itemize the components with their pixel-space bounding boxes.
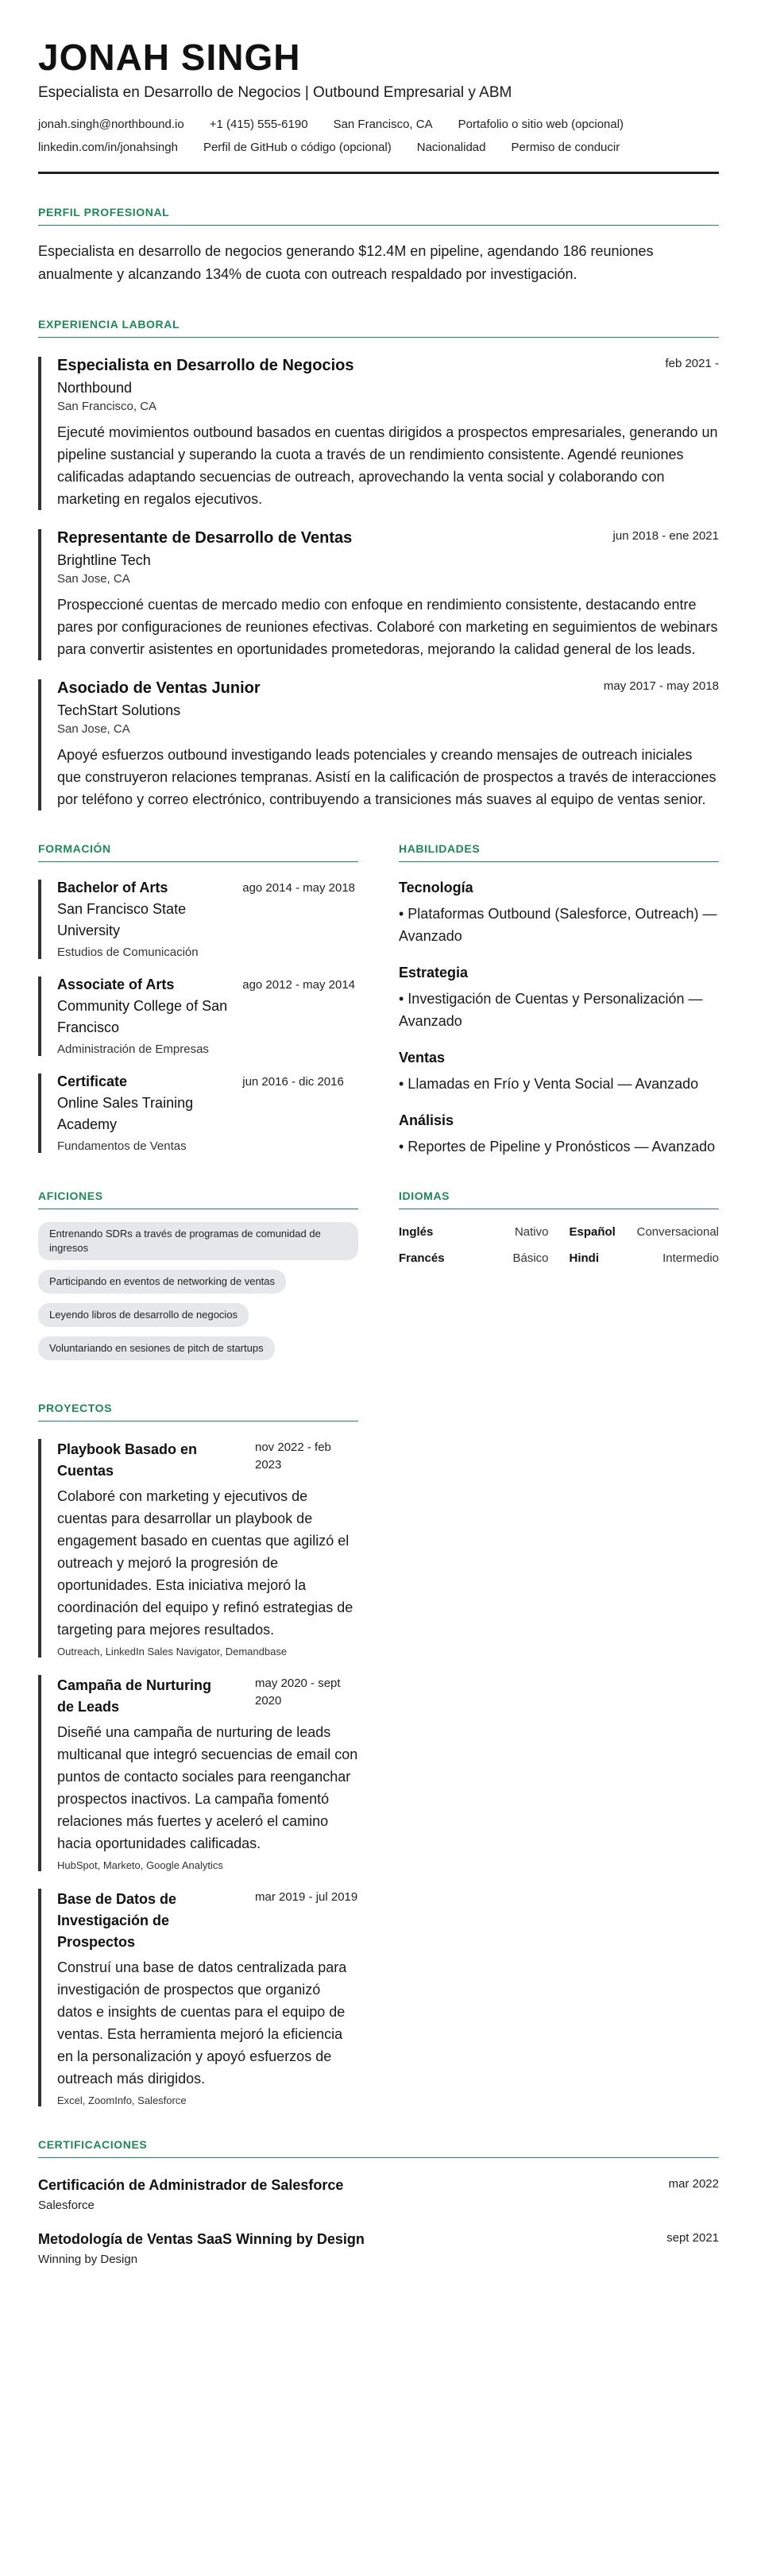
job-description: Apoyé esfuerzos outbound investigando leads potenciales y creando mensajes de outreach iniciales que construyeron relaciones tempranas. Asistí en la calificación de prospectos a través de interacciones por teléfono y correo electrónico, contribuyendo a transiciones más suaves al equipo de ventas senior. (57, 747, 716, 807)
project-entry (38, 1889, 358, 2106)
certification-entry (38, 2177, 719, 2212)
contact-nationality: Nacionalidad (416, 141, 486, 154)
field-of-study: Estudios de Comunicación (57, 946, 199, 959)
skill-item: • Llamadas en Frío y Venta Social — Avanzado (399, 1076, 699, 1092)
language-level: Básico (512, 1251, 549, 1265)
education-entry (38, 1073, 358, 1153)
projects-section-title: PROYECTOS (38, 1402, 358, 1421)
projects-column (38, 1370, 358, 2106)
language-item (399, 1225, 549, 1239)
project-tools: Excel, ZoomInfo, Salesforce (57, 2094, 187, 2106)
interests-section-title: AFICIONES (38, 1189, 358, 1209)
skill-group (399, 880, 719, 947)
company-name: TechStart Solutions (57, 702, 181, 718)
languages-section-title: IDIOMAS (399, 1189, 719, 1209)
project-description: Construí una base de datos centralizada para investigación de prospectos que organizó datos e insights de cuentas para el equipo de ventas. Esta herramienta mejoró la eficiencia en la personalización y apoyó esfuerzos de outreach más dirigidos. (57, 1959, 347, 2087)
school-name: Community College of San Francisco (57, 998, 228, 1035)
language-name: Español (569, 1225, 616, 1239)
candidate-name: JONAH SINGH (38, 37, 301, 78)
certification-name: Metodología de Ventas SaaS Winning by Design (38, 2231, 365, 2247)
contact-portfolio: Portafolio o sitio web (opcional) (458, 118, 624, 131)
contact-github: Perfil de GitHub o código (opcional) (203, 141, 392, 154)
contact-info (38, 118, 719, 154)
education-column (38, 810, 358, 1158)
language-item (399, 1251, 549, 1265)
education-entry (38, 880, 358, 959)
skill-category: Tecnología (399, 880, 473, 895)
certification-date: sept 2021 (666, 2231, 719, 2245)
contact-location: San Francisco, CA (333, 118, 433, 131)
project-tools: Outreach, LinkedIn Sales Navigator, Demandbase (57, 1646, 288, 1657)
language-name: Hindi (569, 1251, 599, 1265)
skill-category: Ventas (399, 1050, 446, 1066)
certifications-section-title: CERTIFICACIONES (38, 2138, 719, 2158)
education-date: ago 2014 - may 2018 (242, 881, 356, 895)
skill-category: Estrategia (399, 965, 469, 981)
project-entry (38, 1439, 358, 1657)
skill-item: • Reportes de Pipeline y Pronósticos — Avanzado (399, 1139, 716, 1155)
resume-header (38, 37, 719, 174)
project-entry (38, 1675, 358, 1871)
company-name: Brightline Tech (57, 552, 151, 568)
experience-list (38, 357, 719, 810)
experience-entry (38, 357, 719, 510)
company-name: Northbound (57, 380, 133, 396)
job-date: jun 2018 - ene 2021 (612, 529, 719, 543)
project-description: Diseñé una campaña de nurturing de leads multicanal que integró secuencias de email con puntos de contacto sociales para reenganchar prospectos inactivos. La campaña fomentó relaciones más fuertes y aceleró el camino hacia oportunidades calificadas. (57, 1724, 358, 1851)
skill-group (399, 1050, 719, 1095)
certification-issuer: Winning by Design (38, 2253, 138, 2266)
experience-entry (38, 679, 719, 810)
project-tools: HubSpot, Marketo, Google Analytics (57, 1859, 223, 1871)
project-title: Playbook Basado en Cuentas (57, 1441, 198, 1479)
education-date: jun 2016 - dic 2016 (242, 1075, 344, 1089)
language-list (399, 1225, 719, 1265)
skill-group (399, 1112, 719, 1158)
education-section-title: FORMACIÓN (38, 842, 358, 862)
interest-tag: Entrenando SDRs a través de programas de comunidad de ingresos (38, 1222, 358, 1260)
header-divider (38, 172, 719, 174)
project-date: may 2020 - sept 2020 (255, 1677, 341, 1708)
language-level: Intermedio (662, 1251, 719, 1265)
contact-email: jonah.singh@northbound.io (38, 118, 184, 131)
language-item (570, 1251, 720, 1265)
degree-name: Certificate (57, 1073, 128, 1089)
education-date: ago 2012 - may 2014 (242, 978, 356, 992)
project-date: mar 2019 - jul 2019 (255, 1890, 358, 1904)
contact-phone: +1 (415) 555-6190 (209, 118, 308, 131)
interest-tag: Participando en eventos de networking de ventas (38, 1270, 286, 1294)
language-name: Francés (399, 1251, 445, 1265)
skill-group (399, 965, 719, 1032)
job-date: may 2017 - may 2018 (603, 679, 719, 693)
job-location: San Francisco, CA (57, 400, 157, 413)
field-of-study: Administración de Empresas (57, 1042, 209, 1056)
degree-name: Bachelor of Arts (57, 880, 168, 895)
interests-column (38, 1158, 358, 1370)
certification-date: mar 2022 (668, 2177, 719, 2191)
project-date: nov 2022 - feb 2023 (255, 1441, 331, 1472)
language-name: Inglés (399, 1225, 434, 1239)
certification-entry (38, 2231, 719, 2266)
language-item (570, 1225, 720, 1239)
job-title: Especialista en Desarrollo de Negocios (57, 357, 354, 374)
project-title: Campaña de Nurturing de Leads (57, 1677, 212, 1715)
education-skills-row (38, 810, 719, 1158)
interests-languages-row (38, 1158, 719, 1370)
certification-name: Certificación de Administrador de Salesforce (38, 2177, 344, 2193)
candidate-headline: Especialista en Desarrollo de Negocios | Outbound Empresarial y ABM (38, 84, 512, 101)
skills-column (399, 810, 719, 1158)
job-title: Asociado de Ventas Junior (57, 679, 261, 697)
experience-section-title: EXPERIENCIA LABORAL (38, 318, 719, 338)
interest-tag: Voluntariando en sesiones de pitch de startups (38, 1336, 275, 1360)
certification-issuer: Salesforce (38, 2199, 95, 2212)
language-level: Nativo (514, 1225, 549, 1239)
project-title: Base de Datos de Investigación de Prospectos (57, 1891, 177, 1950)
school-name: Online Sales Training Academy (57, 1095, 194, 1132)
skills-section-title: HABILIDADES (399, 842, 719, 862)
skill-item: • Investigación de Cuentas y Personalización — Avanzado (399, 991, 703, 1029)
degree-name: Associate of Arts (57, 977, 175, 992)
job-title: Representante de Desarrollo de Ventas (57, 529, 353, 547)
interest-tag: Leyendo libros de desarrollo de negocios (38, 1303, 249, 1327)
job-location: San Jose, CA (57, 722, 130, 736)
contact-linkedin: linkedin.com/in/jonahsingh (38, 141, 178, 154)
job-description: Ejecuté movimientos outbound basados en cuentas dirigidos a prospectos empresariales, generando un pipeline sustancial y superando la cuota a través de un rendimiento consistente. Agendé reuniones calificadas adaptando secuencias de outreach, aprovechando la venta social y colaborando con marketing en regalos ejecutivos. (57, 424, 718, 507)
summary-text: Especialista en desarrollo de negocios generando $12.4M en pipeline, agendando 186 reuniones anualmente y alcanzando 134% de cuota con outreach respaldado por investigación. (38, 243, 654, 282)
field-of-study: Fundamentos de Ventas (57, 1139, 187, 1153)
job-description: Prospeccioné cuentas de mercado medio con enfoque en rendimiento consistente, destacando entre pares por configuraciones de reuniones efectivas. Colaboré con marketing en seguimientos de webinars para convertir asistentes en oportunidades prometedoras, mejorando la calidad general de los leads. (57, 597, 718, 657)
project-description: Colaboré con marketing y ejecutivos de cuentas para desarrollar un playbook de engagement basado en cuentas que agilizó el outreach y mejoró la progresión de oportunidades. Esta iniciativa mejoró la coordinación del equipo y refinó estrategias de targeting para mejores resultados. (57, 1488, 353, 1638)
education-entry (38, 977, 358, 1056)
languages-column (399, 1158, 719, 1370)
job-date: feb 2021 - (665, 357, 719, 370)
summary-section-title: PERFIL PROFESIONAL (38, 206, 719, 226)
interest-tags (38, 1222, 358, 1370)
skill-category: Análisis (399, 1112, 454, 1128)
contact-license: Permiso de conducir (511, 141, 620, 154)
school-name: San Francisco State University (57, 901, 187, 938)
language-level: Conversacional (636, 1225, 719, 1239)
skill-item: • Plataformas Outbound (Salesforce, Outreach) — Avanzado (399, 906, 717, 944)
projects-row (38, 1370, 719, 2106)
job-location: San Jose, CA (57, 572, 130, 586)
experience-entry (38, 529, 719, 660)
